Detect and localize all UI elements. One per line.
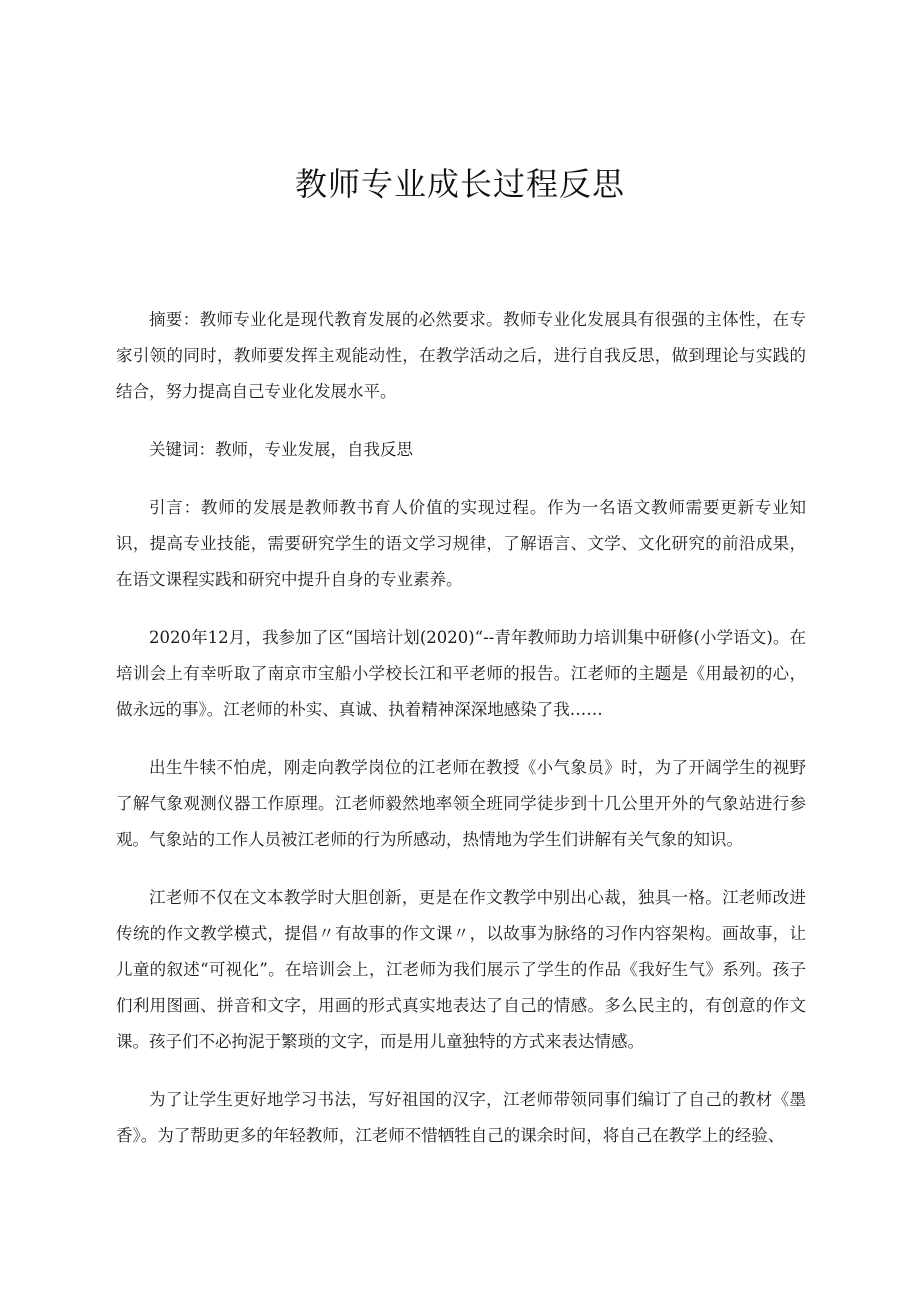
document-title: 教师专业成长过程反思 [294,165,625,203]
document-body [116,302,806,1176]
keywords-paragraph: 关键词：教师，专业发展，自我反思 [149,440,413,459]
introduction-paragraph: 引言：教师的发展是教师教书育人价值的实现过程。作为一名语文教师需要更新专业知识，提高专业技能，需要研究学生的语文学习规律，了解语言、文学、文化研究的前沿成果，在语文课程实践和研究中提升自身的专业素养。 [116,498,806,589]
body-paragraph: 出生牛犊不怕虎，刚走向教学岗位的江老师在教授《小气象员》时，为了开阔学生的视野了解气象观测仪器工作原理。江老师毅然地率领全班同学徒步到十几公里开外的气象站进行参观。气象站的工作人员被江老师的行为所感动，热情地为学生们讲解有关气象的知识。 [116,758,806,849]
abstract-paragraph: 摘要：教师专业化是现代教育发展的必然要求。教师专业化发展具有很强的主体性，在专家引领的同时，教师要发挥主观能动性，在教学活动之后，进行自我反思，做到理论与实践的结合，努力提高自己专业化发展水平。 [116,310,806,401]
body-paragraph: 江老师不仅在文本教学时大胆创新，更是在作文教学中别出心裁，独具一格。江老师改进传统的作文教学模式，提倡〃有故事的作文课〃，以故事为脉络的习作内容架构。画故事，让儿童的叙述“可视化”。在培训会上，江老师为我们展示了学生的作品《我好生气》系列。孩子们利用图画、拼音和文字，用画的形式真实地表达了自己的情感。多么民主的，有创意的作文课。孩子们不必拘泥于繁琐的文字，而是用儿童独特的方式来表达情感。 [116,888,806,1051]
body-paragraph: 为了让学生更好地学习书法，写好祖国的汉字，江老师带领同事们编订了自己的教材《墨香》。为了帮助更多的年轻教师，江老师不惜牺牲自己的课余时间，将自己在教学上的经验、 [116,1090,806,1145]
body-paragraph: 2020年12月，我参加了区“国培计划(2020)“--青年教师助力培训集中研修(小学语文)。在培训会上有幸听取了南京市宝船小学校长江和平老师的报告。江老师的主题是《用最初的心，做永远的事》。江老师的朴实、真诚、执着精神深深地感染了我…… [116,628,806,719]
